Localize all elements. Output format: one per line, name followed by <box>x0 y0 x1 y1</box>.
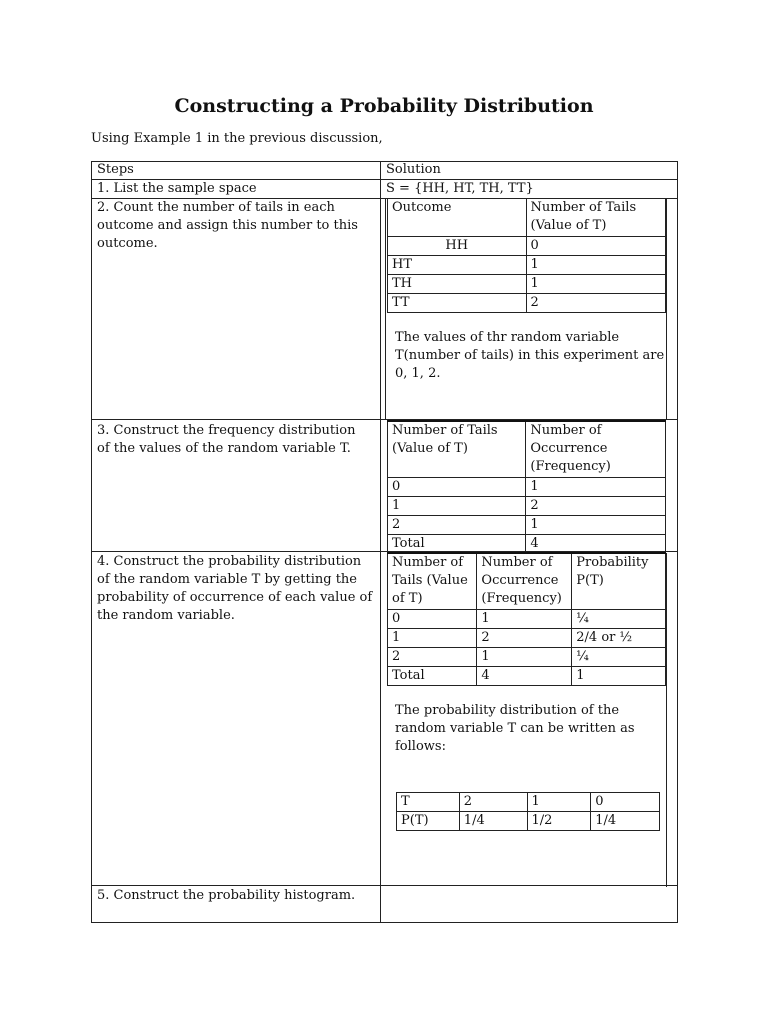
outcome-header: Outcome <box>388 199 527 237</box>
prob-cell: 1 <box>477 610 572 629</box>
outcome-cell: HT <box>388 256 527 275</box>
dist-cell: 1/4 <box>459 812 527 831</box>
tails-cell: 2 <box>526 294 665 313</box>
solution-inner-border-right-4 <box>666 553 667 887</box>
freq-header-tails: Number of Tails (Value of T) <box>388 421 526 478</box>
tails-cell: 0 <box>526 237 665 256</box>
header-steps: Steps <box>97 162 134 177</box>
freq-cell: 0 <box>388 478 526 497</box>
prob-cell: 0 <box>388 610 477 629</box>
freq-header-occurrence: Number of Occurrence (Frequency) <box>526 421 666 478</box>
step-1-label: 1. List the sample space <box>97 181 257 196</box>
border-right <box>677 161 678 923</box>
prob-cell: 2/4 or ½ <box>572 629 666 648</box>
prob-header-occurrence: Number of Occurrence (Frequency) <box>477 553 572 610</box>
outcome-cell: TH <box>388 275 527 294</box>
probability-table <box>387 552 666 686</box>
freq-cell: 2 <box>388 516 526 535</box>
step-2-note: The values of thr random variable T(number of tails) in this experiment are 0, 1, 2. <box>395 330 665 381</box>
tails-cell: 1 <box>526 275 665 294</box>
column-divider <box>380 161 381 923</box>
freq-cell: 4 <box>526 535 666 554</box>
dist-cell: 2 <box>459 793 527 812</box>
step-5-label: 5. Construct the probability histogram. <box>97 888 356 903</box>
freq-cell: 1 <box>388 497 526 516</box>
prob-header-tails: Number of Tails (Value of T) <box>388 553 477 610</box>
prob-cell: 1 <box>572 667 666 686</box>
sample-space: S = {HH, HT, TH, TT} <box>386 181 534 196</box>
outcome-table <box>387 198 666 313</box>
page-title: Constructing a Probability Distribution <box>174 95 594 117</box>
prob-cell: 1 <box>388 629 477 648</box>
dist-cell: T <box>397 793 460 812</box>
outcome-cell: HH <box>388 237 527 256</box>
tails-header: Number of Tails (Value of T) <box>526 199 665 237</box>
freq-cell: 1 <box>526 516 666 535</box>
step-3-label: 3. Construct the frequency distribution of the values of the random variable T. <box>97 423 356 456</box>
prob-cell: ¼ <box>572 648 666 667</box>
prob-header-probability: Probability P(T) <box>572 553 666 610</box>
steps-table <box>91 161 678 923</box>
step-4-label: 4. Construct the probability distribution of the random variable T by getting the probability of occurrence of each value of the random variable. <box>97 554 373 623</box>
distribution-table <box>396 792 660 831</box>
intro-text: Using Example 1 in the previous discussion, <box>91 131 383 146</box>
dist-cell: 1 <box>527 793 591 812</box>
row-separator <box>91 885 678 886</box>
prob-cell: ¼ <box>572 610 666 629</box>
border-left <box>91 161 92 923</box>
outcome-cell: TT <box>388 294 527 313</box>
border-bottom <box>91 922 678 923</box>
freq-cell: 1 <box>526 478 666 497</box>
solution-inner-border-right <box>666 199 667 419</box>
header-solution: Solution <box>386 162 441 177</box>
tails-cell: 1 <box>526 256 665 275</box>
prob-cell: Total <box>388 667 477 686</box>
frequency-table <box>387 420 666 554</box>
prob-cell: 4 <box>477 667 572 686</box>
prob-cell: 2 <box>388 648 477 667</box>
prob-cell: 1 <box>477 648 572 667</box>
dist-cell: 1/2 <box>527 812 591 831</box>
freq-cell: 2 <box>526 497 666 516</box>
step-2-label: 2. Count the number of tails in each outcome and assign this number to this outcome. <box>97 200 358 251</box>
freq-cell: Total <box>388 535 526 554</box>
dist-cell: 0 <box>591 793 660 812</box>
border-top <box>91 161 678 162</box>
dist-cell: P(T) <box>397 812 460 831</box>
solution-inner-border <box>385 199 386 419</box>
dist-cell: 1/4 <box>591 812 660 831</box>
step-4-note: The probability distribution of the random variable T can be written as follows: <box>395 703 635 754</box>
prob-cell: 2 <box>477 629 572 648</box>
